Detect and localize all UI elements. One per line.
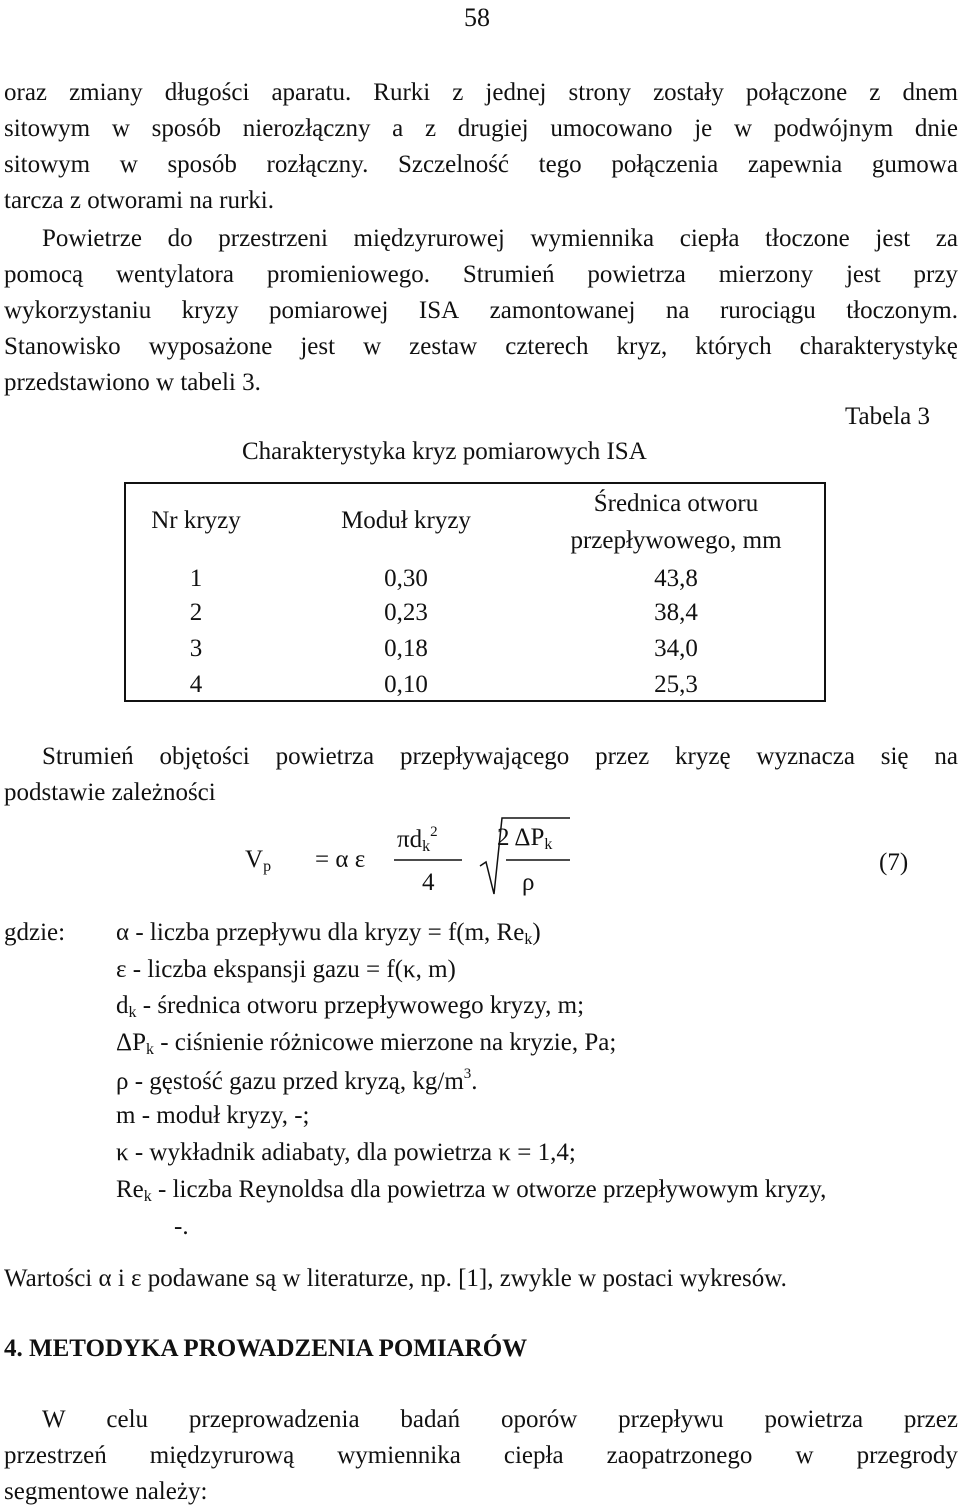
text-line: Strumień objętości powietrza przepływającego przez kryzę wyznacza się na [42, 743, 958, 770]
section-heading: 4. METODYKA PROWADZENIA POMIARÓW [4, 1335, 528, 1362]
table-cell: 25,3 [654, 671, 698, 698]
formula-lhs: $V_p$ [245, 846, 272, 875]
definition-continuation: -. [174, 1213, 189, 1240]
text-line: podstawie zależności [4, 779, 216, 806]
text-line: W celu przeprowadzenia badań oporów przepływu powietrza przez [42, 1406, 958, 1433]
table-cell: 34,0 [654, 635, 698, 662]
data-table [124, 482, 826, 702]
formula-alpha-epsilon: = α ε [315, 846, 366, 873]
text-line: wykorzystaniu kryzy pomiarowej ISA zamontowanej na rurociągu tłoczonym. [4, 297, 958, 324]
definition-item: $d_k$ - średnica otworu przepływowego kryzy, m; [116, 992, 585, 1021]
formula-numerator-2: 2 $\Delta P_k$ [497, 824, 553, 853]
table-cell: 43,8 [654, 565, 698, 592]
definition-item: α - liczba przepływu dla kryzy = f(m, $Re_k$) [116, 919, 541, 948]
text-line: sitowym w sposób rozłączny. Szczelność tego połączenia zapewnia gumowa [4, 151, 958, 178]
text-line: oraz zmiany długości aparatu. Rurki z jednej strony zostały połączone z dnem [4, 79, 958, 106]
text-line: tarcza z otworami na rurki. [4, 187, 275, 214]
text-line: Stanowisko wyposażone jest w zestaw czterech kryz, których charakterystykę [4, 333, 958, 360]
formula-numerator-1: $\pi d_k^2$ [397, 824, 438, 855]
table-cell: 0,18 [384, 635, 428, 662]
definition-item: $\Delta P_k$ - ciśnienie różnicowe mierzone na kryzie, Pa; [116, 1029, 617, 1058]
definition-item: ρ - gęstość gazu przed kryzą, $kg/m^3$. [116, 1066, 478, 1095]
table-cell: 0,30 [384, 565, 428, 592]
table-cell: 4 [189, 671, 203, 698]
text-line: przestrzeń międzyrurową wymiennika ciepła zaopatrzonego w przegrody [4, 1442, 958, 1469]
paragraph-4: Wartości α i ε podawane są w literaturze, np. [1], zwykle w postaci wykresów. [4, 1265, 787, 1292]
equation-number: (7) [879, 849, 909, 876]
page-number: 58 [464, 3, 490, 32]
table-cell: 38,4 [654, 599, 698, 626]
table-header-nr: Nr kryzy [151, 507, 241, 534]
formula-lines [390, 812, 590, 902]
text-line: pomocą wentylatora promieniowego. Strumień powietrza mierzony jest przy [4, 261, 958, 288]
text-line: przedstawiono w tabeli 3. [4, 369, 261, 396]
table-header-modul: Moduł kryzy [341, 507, 471, 534]
text-line: Powietrze do przestrzeni międzyrurowej wymiennika ciepła tłoczone jest za [42, 225, 958, 252]
formula-denominator-2: ρ [522, 869, 535, 896]
table-header-srednica: Średnica otworu [593, 490, 759, 517]
text-line: segmentowe należy: [4, 1478, 208, 1505]
table-cell: 0,23 [384, 599, 428, 626]
definition-item: ε - liczba ekspansji gazu = f(κ, m) [116, 956, 456, 983]
formula-denominator-1: 4 [422, 869, 435, 896]
table-cell: 2 [189, 599, 203, 626]
table-cell: 1 [189, 565, 203, 592]
table-header-srednica-unit: przepływowego, mm [570, 527, 782, 554]
text-line: sitowym w sposób nierozłączny a z drugiej umocowano je w podwójnym dnie [4, 115, 958, 142]
table-cell: 3 [189, 635, 203, 662]
definition-item: m - moduł kryzy, -; [116, 1102, 310, 1129]
table-title: Charakterystyka kryz pomiarowych ISA [242, 438, 647, 465]
definition-item: κ - wykładnik adiabaty, dla powietrza κ = 1,4; [116, 1139, 576, 1166]
definition-item: $Re_k$ - liczba Reynoldsa dla powietrza w otworze przepływowym kryzy, [116, 1176, 827, 1205]
where-label: gdzie: [4, 919, 66, 946]
table-cell: 0,10 [384, 671, 428, 698]
table-label: Tabela 3 [845, 403, 931, 430]
